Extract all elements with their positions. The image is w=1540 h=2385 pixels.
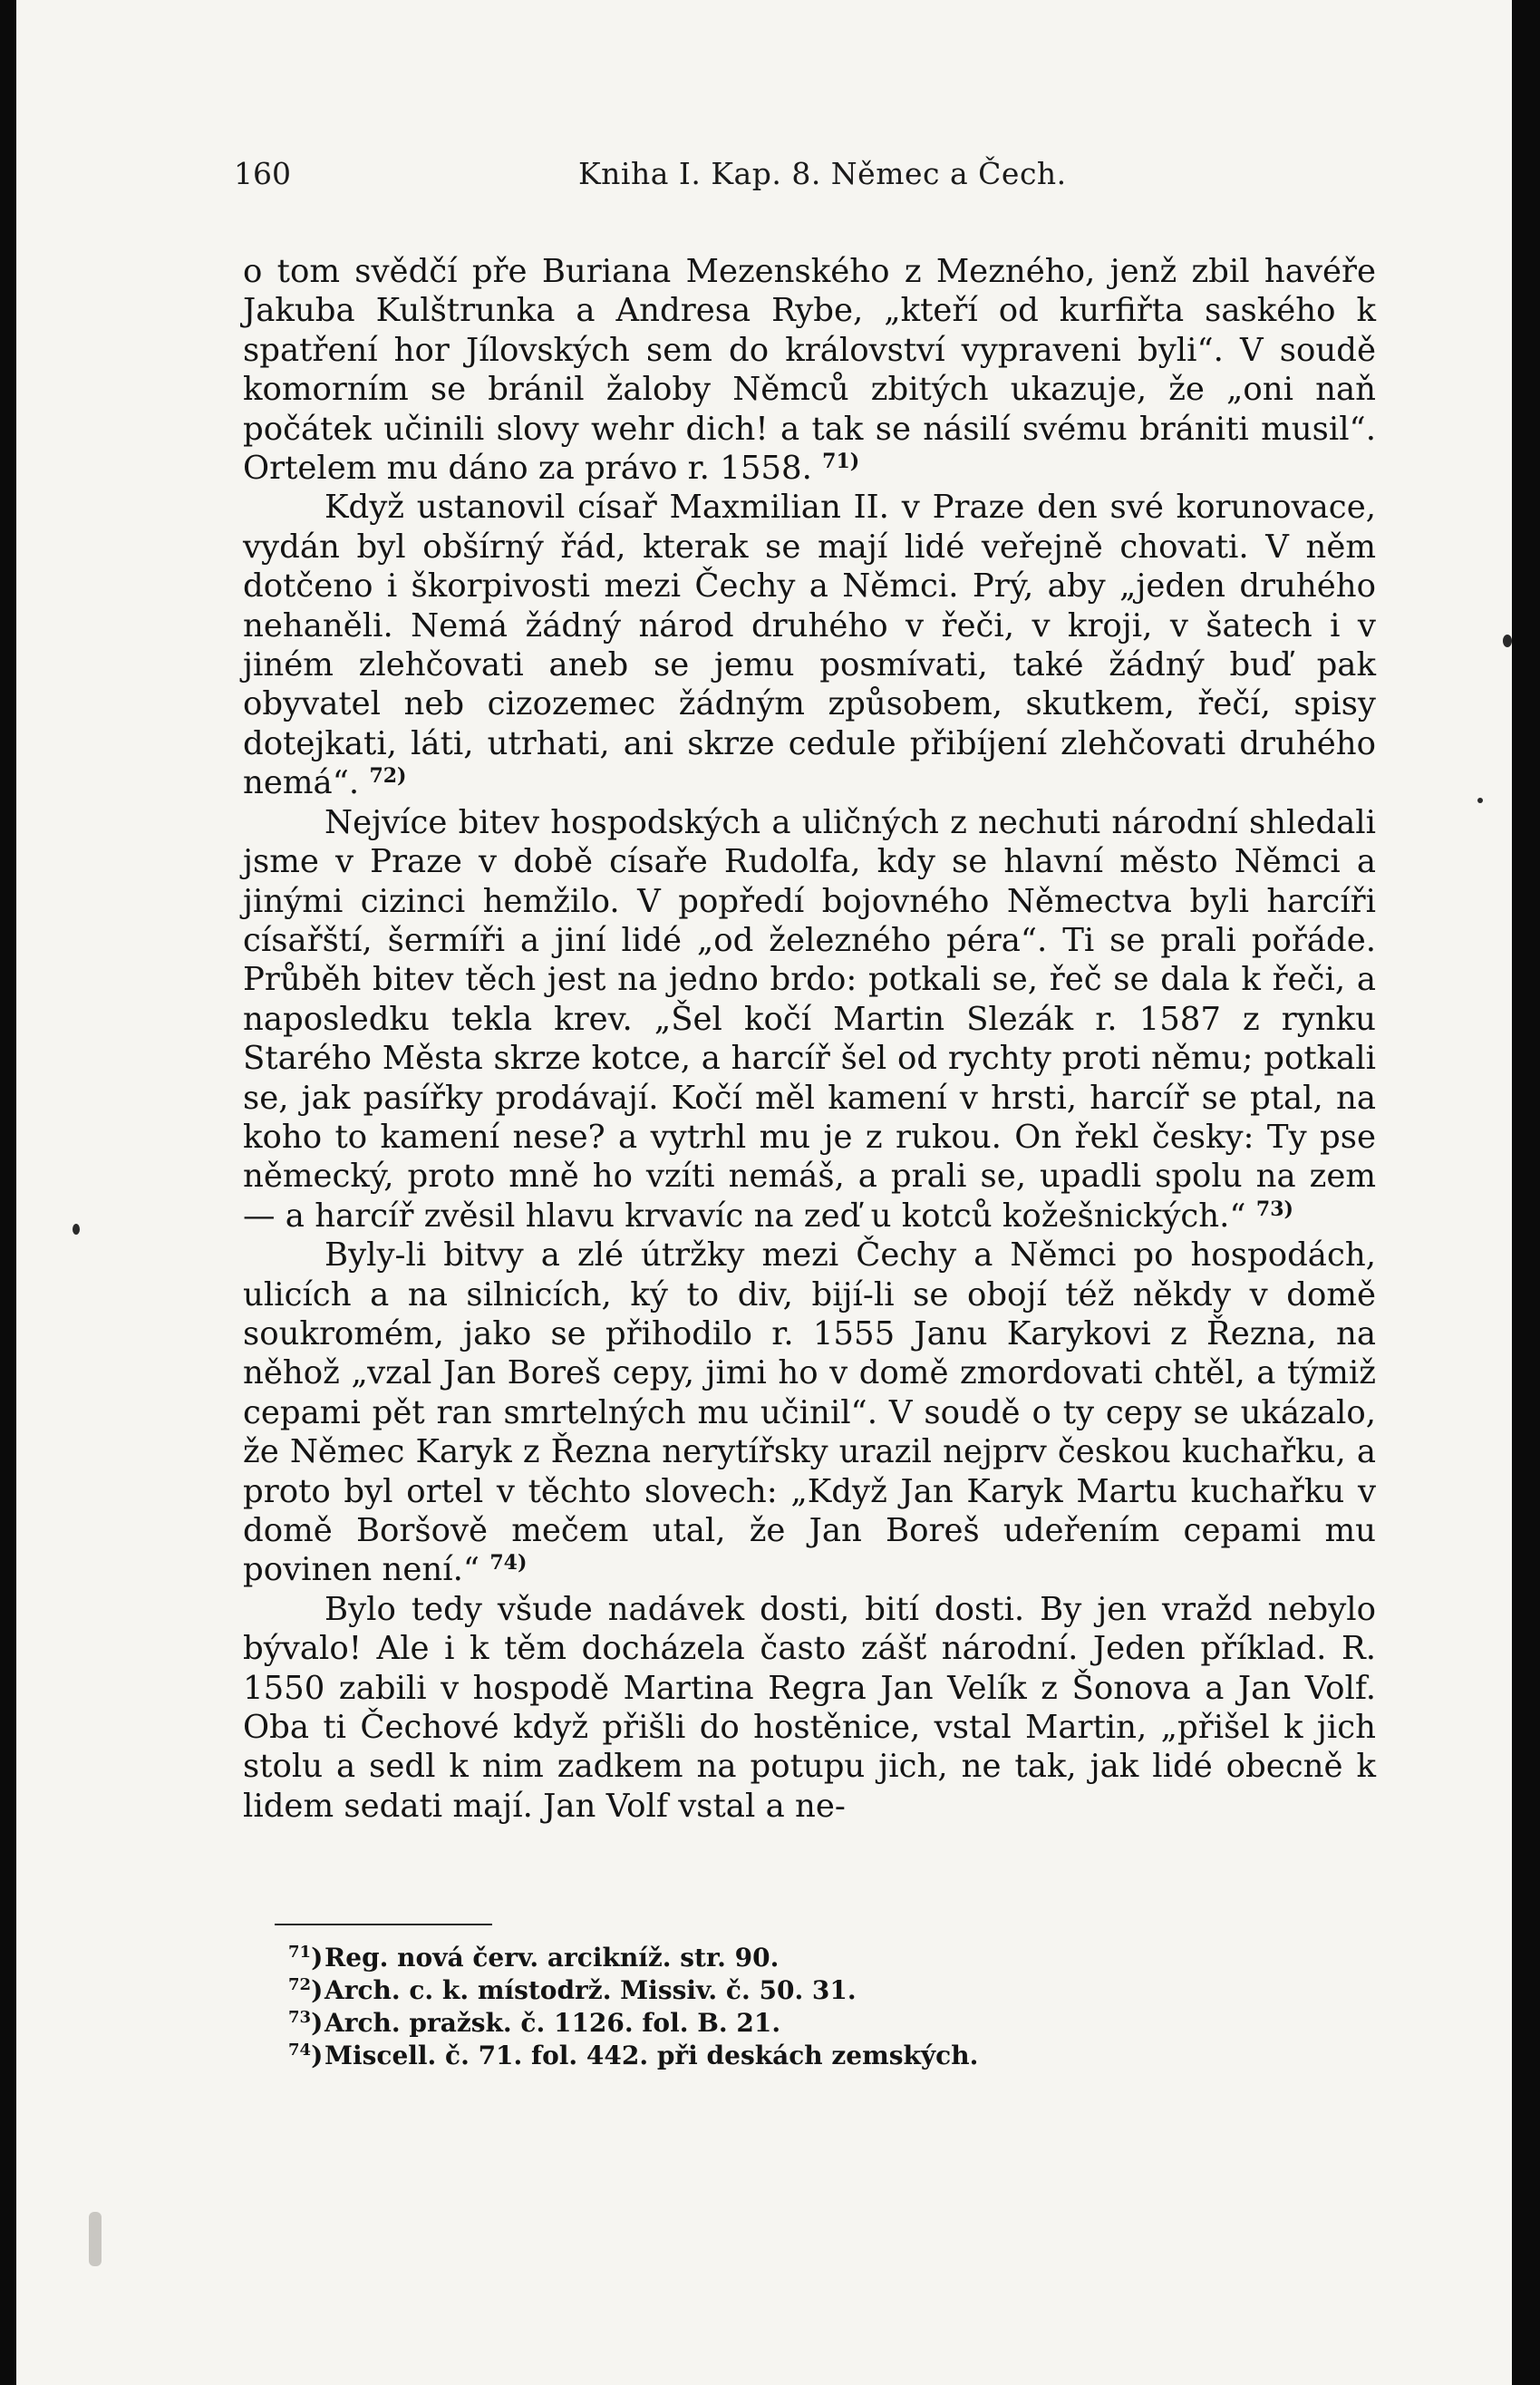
scan-edge [1512,0,1540,2385]
footnote-divider [275,1924,492,1925]
footnote: $^{73}$)Arch. pražsk. č. 1126. fol. B. 21. [288,2008,781,2038]
paragraph: o tom svědčí pře Buriana Mezenského z Mezného, jenž zbil havéře Jakuba Kulštrunka a Andresa Rybe, „kteří od kurfiřta saského k spatření hor Jílovských sem do království vypraveni byli“. V soudě komorním se bránil žaloby Němců zbitých ukazuje, že „oni naň počátek učinili slovy wehr dich! a tak se násilí svému brániti musil“. Ortelem mu dáno za právo r. 1558. $^{71)}$ [243,253,1376,488]
footnote-ref: 71) [822,450,860,474]
footnote-text: Arch. c. k. místodrž. Missiv. č. 50. 31. [324,1975,857,2005]
footnote: $^{74}$)Miscell. č. 71. fol. 442. při deskách zemských. [288,2041,979,2070]
paper-speck [73,1224,80,1235]
footnote-mark: 73 [288,2008,312,2027]
footnote-text: Arch. pražsk. č. 1126. fol. B. 21. [324,2008,781,2038]
footnote-mark: 72 [288,1975,312,1994]
footnote-mark: 71 [288,1943,312,1962]
footnote-text: Miscell. č. 71. fol. 442. při deskách zemských. [324,2041,979,2070]
footnote: $^{71}$)Reg. nová červ. arcikníž. str. 90. [288,1943,780,1973]
footnote-ref: 73) [1255,1197,1293,1221]
footnote: $^{72}$)Arch. c. k. místodrž. Missiv. č. 50. 31. [288,1975,857,2005]
paper-speck [1503,635,1512,647]
footnote-text: Reg. nová červ. arcikníž. str. 90. [324,1943,780,1973]
footnote-ref: 72) [369,764,407,789]
footnote-mark: 74 [288,2041,312,2060]
paragraph: Když ustanovil císař Maxmilian II. v Praze den své korunovace, vydán byl obšírný řád, kterak se mají lidé veřejně chovati. V něm dotčeno i škorpivosti mezi Čechy a Němci. Prý, aby „jeden druhého nehaněli. Nemá žádný národ druhého v řeči, v kroji, v šatech i v jiném zlehčovati aneb se jemu posmívati, také žádný buď pak obyvatel neb cizozemec žádným způsobem, skutkem, řečí, spisy dotejkati, láti, utrhati, ani skrze cedule přibíjení zlehčovati druhého nemá“. $^{72)}$ [243,489,1376,802]
paragraph: Nejvíce bitev hospodských a uličných z nechuti národní shledali jsme v Praze v době císaře Rudolfa, kdy se hlavní město Němci a jinými cizinci hemžilo. V popředí bojovného Němectva byli harcíři císařští, šermíři a jiní lidé „od železného péra“. Ti se prali pořáde. Průběh bitev těch jest na jedno brdo: potkali se, řeč se dala k řeči, a naposledku tekla krev. „Šel kočí Martin Slezák r. 1587 z rynku Starého Města skrze kotce, a harcíř šel od rychty proti němu; potkali se, jak pasířky prodávají. Kočí měl kamení v hrsti, harcíř se ptal, na koho to kamení nese? a vytrhl mu je z rukou. On řekl česky: Ty pse německý, proto mně ho vzíti nemáš, a prali se, upadli spolu na zem — a harcíř zvěsil hlavu krvavíc na zeď u kotců kožešnických.“ $^{73)}$ [243,803,1376,1235]
paper-speck [89,2212,102,2266]
running-title: Kniha I. Kap. 8. Němec a Čech. [578,156,1067,191]
paragraph: Byly-li bitvy a zlé útržky mezi Čechy a Němci po hospodách, ulicích a na silnicích, ký to div, bijí-li se obojí též někdy v domě soukromém, jako se přihodilo r. 1555 Janu Karykovi z Řezna, na něhož „vzal Jan Boreš cepy, jimi ho v domě zmordovati chtěl, a týmiž cepami pět ran smrtelných mu učinil“. V soudě o ty cepy se ukázalo, že Němec Karyk z Řezna nerytířsky urazil nejprv českou kuchařku, a proto byl ortel v těchto slovech: „Když Jan Karyk Martu kuchařku v domě Boršově mečem utal, že Jan Boreš udeřením cepami mu povinen není.“ $^{74)}$ [243,1236,1376,1589]
footnote-ref: 74) [489,1551,528,1575]
footnotes [288,1942,1195,2072]
paper-speck [1477,798,1483,803]
paragraph: Bylo tedy všude nadávek dosti, bití dosti. By jen vražd nebylo bývalo! Ale i k těm docházela často zášť národní. Jeden příklad. R. 1550 zabili v hospodě Martina Regra Jan Velík z Šonova a Jan Volf. Oba ti Čechové když přišli do hostěnice, vstal Martin, „přišel k jich stolu a sedl k nim zadkem na potupu jich, ne tak, jak lidé obecně k lidem sedati mají. Jan Volf vstal a ne- [243,1590,1376,1825]
page-header [234,156,1358,201]
body-text [243,252,1376,1826]
page-number: 160 [234,156,291,191]
book-page [16,0,1512,2385]
